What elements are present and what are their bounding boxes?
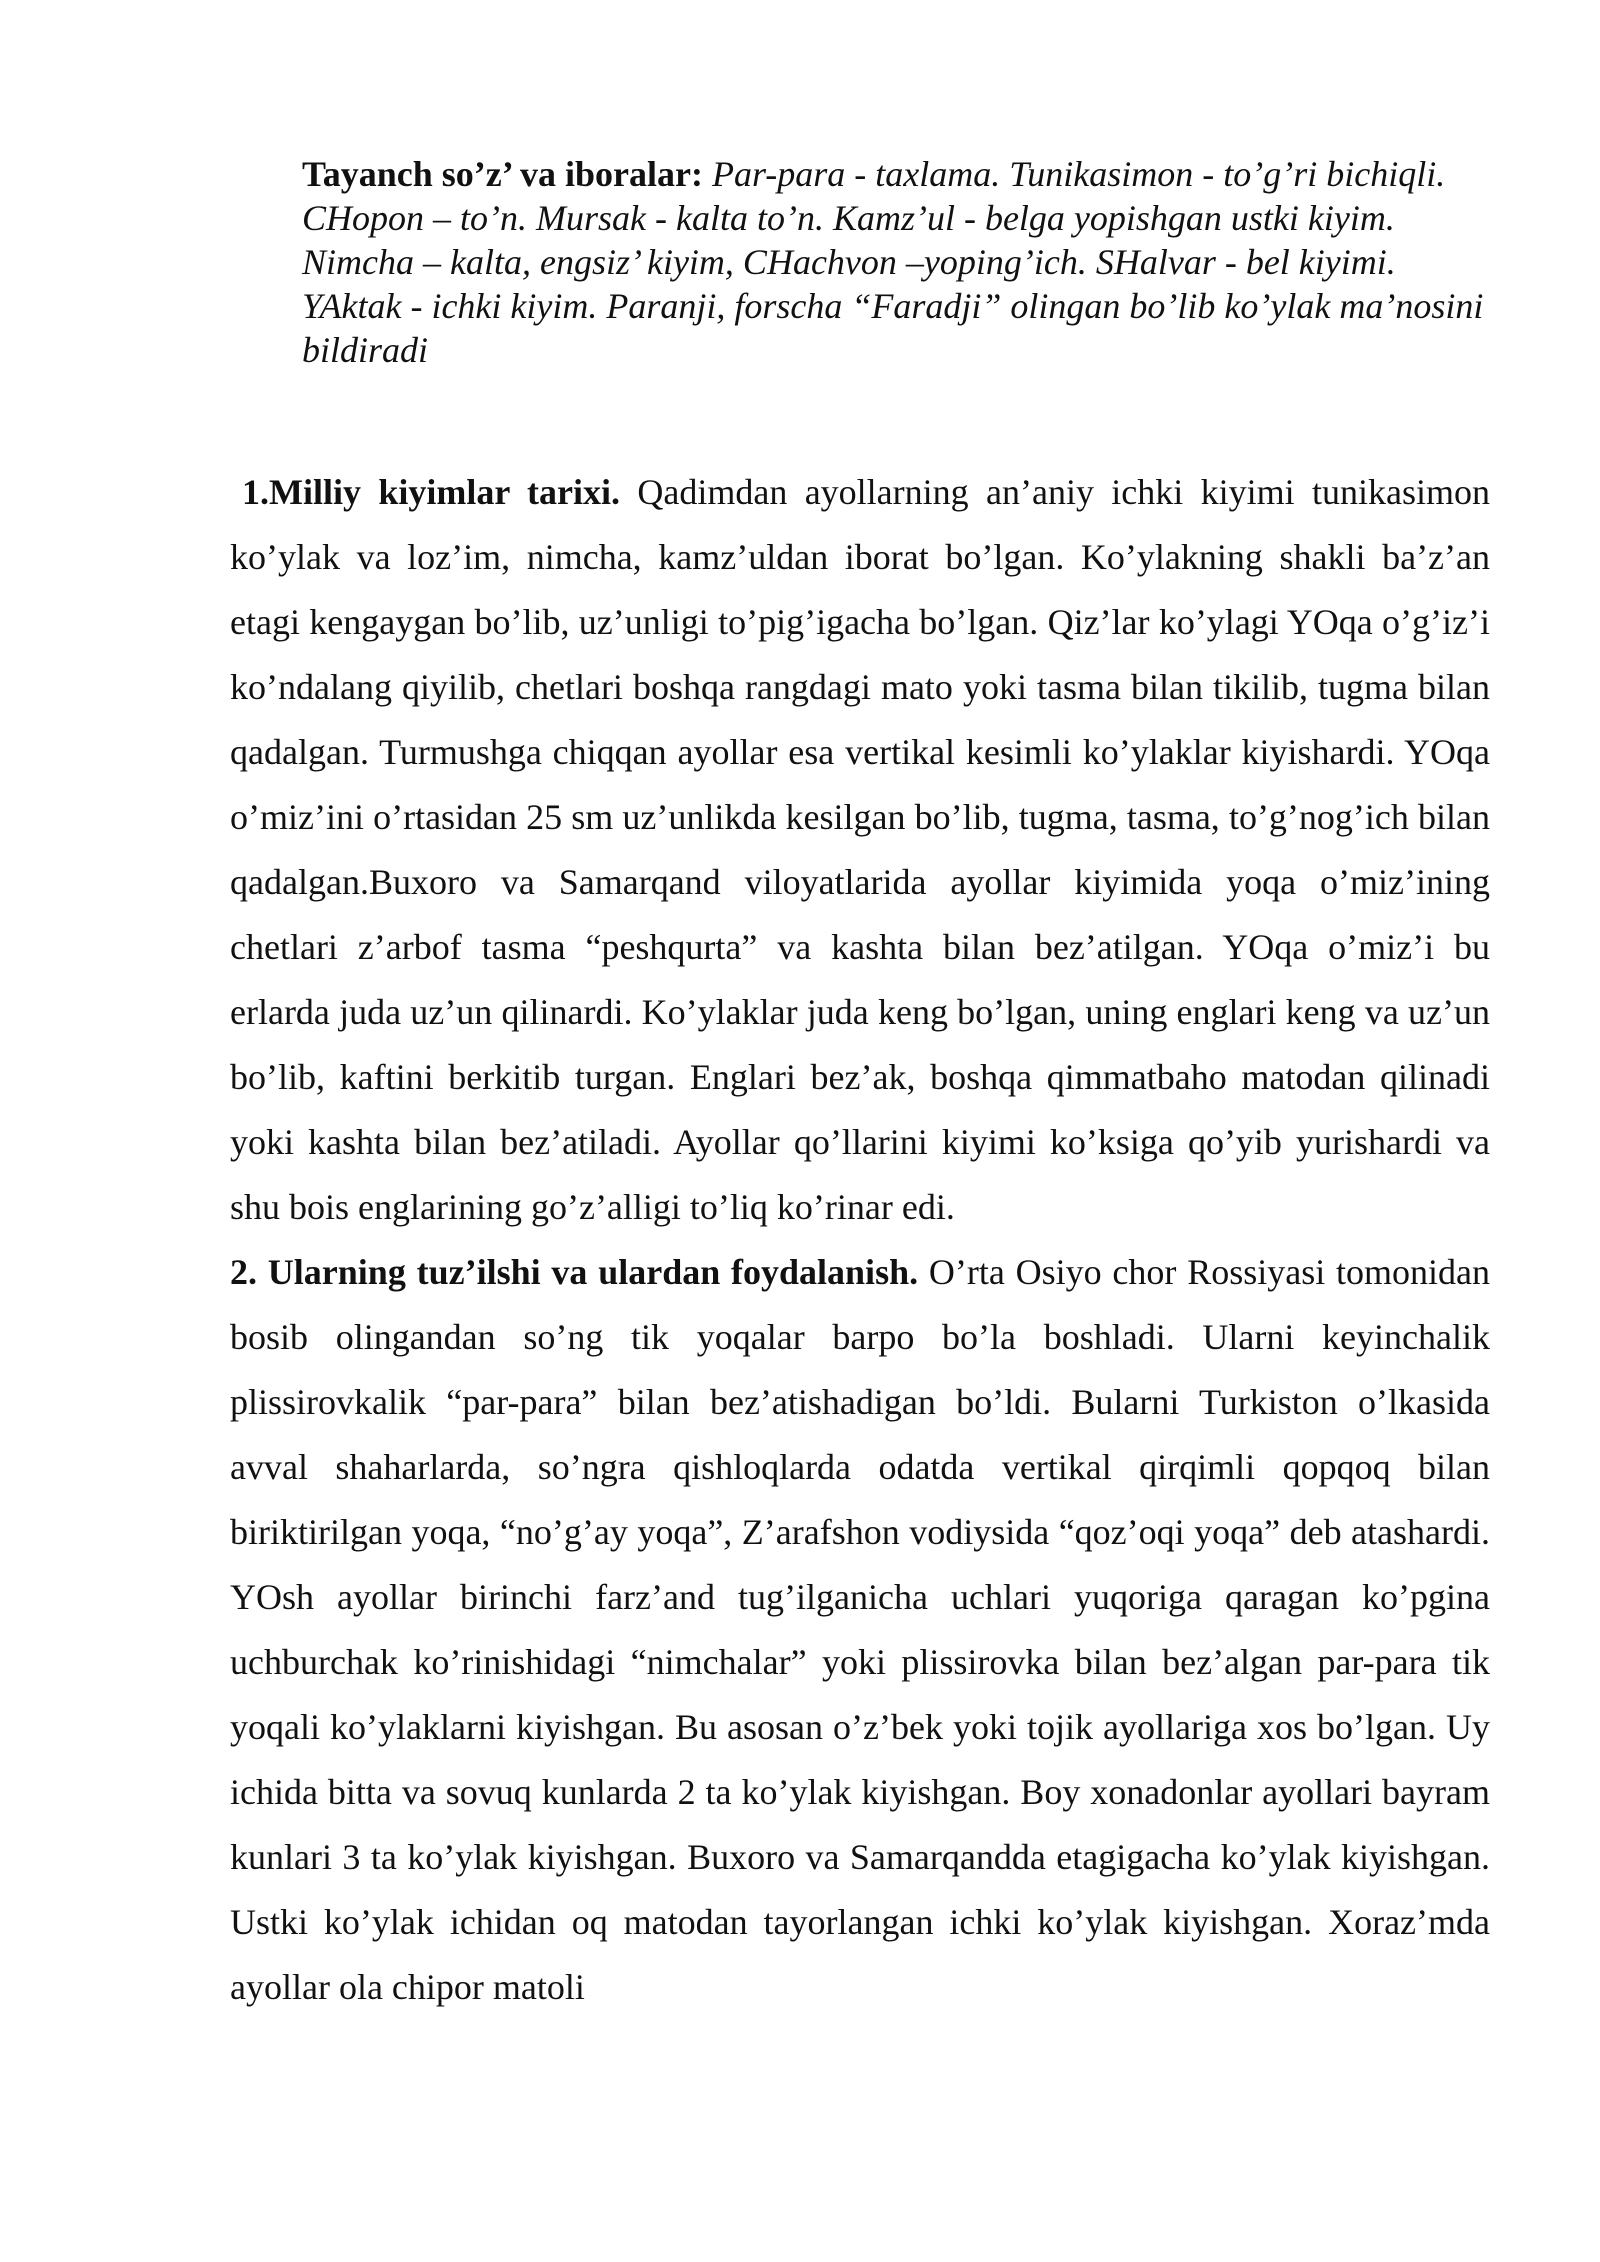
- section-paragraph: [230, 460, 1490, 1240]
- section-text: Qadimdan ayollarning an’aniy ichki kiyimi tunikasimon ko’ylak va loz’im, nimcha, kamz’uldan iborat bo’lgan. Ko’ylakning shakli ba’z’an etagi kengaygan bo’lib, uz’unligi to’pig’igacha bo’lgan. Qiz’lar ko’ylagi YOqa o’g’iz’i ko’ndalang qiyilib, chetlari boshqa rangdagi mato yoki tasma bilan tikilib, tugma bilan qadalgan. Turmushga chiqqan ayollar esa vertikal kesimli ko’ylaklar kiyishardi. YOqa o’miz’ini o’rtasidan 25 sm uz’unlikda kesilgan bo’lib, tugma, tasma, to’g’nog’ich bilan qadalgan.Buxoro va Samarqand viloyatlarida ayollar kiyimida yoqa o’miz’ining chetlari z’arbof tasma “peshqurta” va kashta bilan bez’atilgan. YOqa o’miz’i bu erlarda juda uz’un qilinardi. Ko’ylaklar juda keng bo’lgan, uning englari keng va uz’un bo’lib, kaftini berkitib turgan. Englari bez’ak, boshqa qimmatbaho matodan qilinadi yoki kashta bilan bez’atiladi. Ayollar qo’llarini kiyimi ko’ksiga qo’yib yurishardi va shu bois englarining go’z’alligi to’liq ko’rinar edi.: [230, 472, 1490, 1227]
- section-paragraph: [230, 1240, 1490, 2020]
- keywords-label: Tayanch so’z’ va iboralar:: [302, 154, 703, 194]
- section-text: O’rta Osiyo chor Rossiyasi tomonidan bosib olingandan so’ng tik yoqalar barpo bo’la boshladi. Ularni keyinchalik plissirovkalik “par-para” bilan bez’atishadigan bo’ldi. Bularni Turkiston o’lkasida avval shaharlarda, so’ngra qishloqlarda odatda vertikal qirqimli qopqoq bilan biriktirilgan yoqa, “no’g’ay yoqa”, Z’arafshon vodiysida “qoz’oqi yoqa” deb atashardi. YOsh ayollar birinchi farz’and tug’ilganicha uchlari yuqoriga qaragan ko’pgina uchburchak ko’rinishidagi “nimchalar” yoki plissirovka bilan bez’algan par-para tik yoqali ko’ylaklarni kiyishgan. Bu asosan o’z’bek yoki tojik ayollariga xos bo’lgan. Uy ichida bitta va sovuq kunlarda 2 ta ko’ylak kiyishgan. Boy xonadonlar ayollari bayram kunlari 3 ta ko’ylak kiyishgan. Buxoro va Samarqandda etagigacha ko’ylak kiyishgan. Ustki ko’ylak ichidan oq matodan tayorlangan ichki ko’ylak kiyishgan. Xoraz’mda ayollar ola chipor matoli: [230, 1252, 1490, 2007]
- section-heading: 2. Ularning tuz’ilshi va ulardan foydalanish.: [230, 1252, 919, 1292]
- keywords-text: Par-para - taxlama. Tunikasimon - to’g’ri bichiqli. CHopon – to’n. Mursak - kalta to’n. Kamz’ul - belga yopishgan ustki kiyim. Nimcha – kalta, engsiz’ kiyim, CHachvon –yoping’ich. SHalvar - bel kiyimi. YAktak - ichki kiyim. Paranji, forscha “Faradji” olingan bo’lib ko’ylak ma’nosini bildiradi: [302, 154, 1484, 370]
- keywords-paragraph: [302, 152, 1492, 372]
- section-heading: 1.Milliy kiyimlar tarixi.: [242, 472, 621, 512]
- body-text: [230, 460, 1490, 2020]
